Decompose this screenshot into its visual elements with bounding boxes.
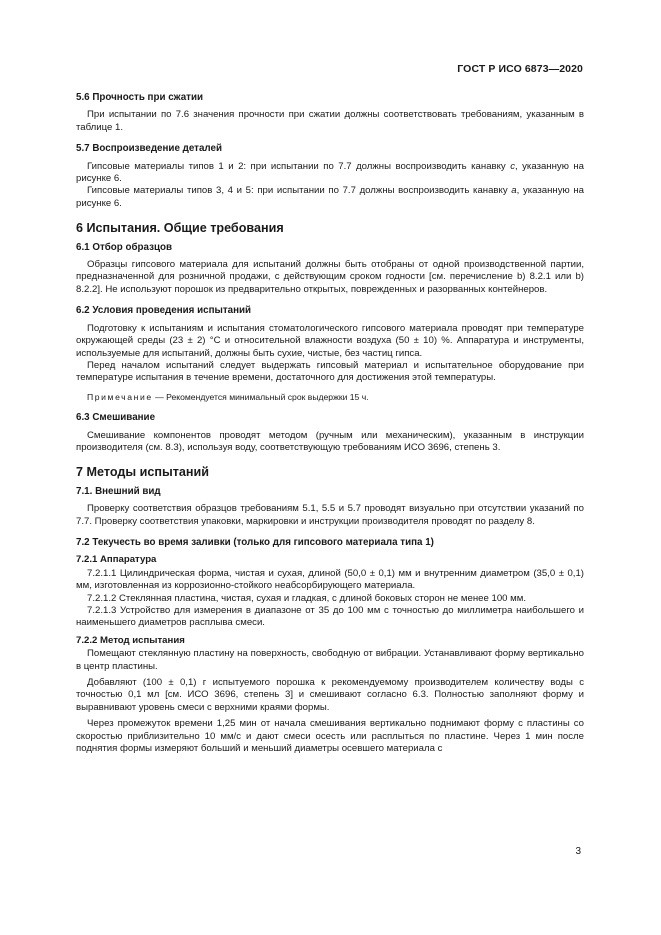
- section-heading-7-1: 7.1. Внешний вид: [76, 485, 161, 497]
- section-heading-6: 6 Испытания. Общие требования: [76, 221, 284, 236]
- paragraph: При испытании по 7.6 значения прочности при сжатии должны соответствовать требованиям, указанным в таблице 1.: [76, 109, 584, 133]
- paragraph: 7.2.1.3 Устройство для измерения в диапазоне от 35 до 100 мм с точностью до миллиметра наибольшего и наименьшего диаметров расплыва смеси.: [76, 605, 584, 629]
- section-heading-5-7: 5.7 Воспроизведение деталей: [76, 143, 222, 155]
- standard-code-header: ГОСТ Р ИСО 6873—2020: [457, 63, 583, 75]
- section-heading-7: 7 Методы испытаний: [76, 465, 209, 480]
- paragraph-text: Гипсовые материалы типов 1 и 2: при испытании по 7.7 должны воспроизводить канавку: [87, 160, 511, 172]
- paragraph-text: Гипсовые материалы типов 3, 4 и 5: при испытании по 7.7 должны воспроизводить канавку: [87, 185, 512, 197]
- paragraph: Проверку соответствия образцов требованиям 5.1, 5.5 и 5.7 проводят визуально при отсутствии указаний по 7.7. Проверку соответствия упаковки, маркировки и инструкции производителя проводят по разделу 8.: [76, 503, 584, 527]
- section-heading-5-6: 5.6 Прочность при сжатии: [76, 92, 204, 103]
- page-content: [76, 92, 584, 755]
- paragraph: [76, 161, 584, 186]
- section-heading-7-2-1: 7.2.1 Аппаратура: [76, 554, 157, 566]
- page-number: 3: [575, 846, 581, 857]
- paragraph: Образцы гипсового материала для испытаний должны быть отобраны от одной производственной партии, предназначенной для розничной продажи, с действующим сроком годности [см. перечисление b) 8.2.1 или b) 8.2.2]. Не используют порошок из предварительно открытых, поврежденных и разорванных контейнеров.: [76, 259, 584, 295]
- paragraph: Подготовку к испытаниям и испытания стоматологического гипсового материала проводят при температуре окружающей среды (23 ± 2) °C и относительной влажности воздуха (50 ± 10) %. Аппаратура и инструменты, используемые для испытаний, должны быть сухие, чистые, без частиц гипса.: [76, 322, 584, 359]
- paragraph: Через промежуток времени 1,25 мин от начала смешивания вертикально поднимают форму с пластины со скоростью приблизительно 10 мм/с и дают смеси осесть или расплыться по пластине. Через 1 мин после поднятия формы измеряют больший и меньший диаметры осевшего материала с: [76, 718, 584, 755]
- section-heading-6-1: 6.1 Отбор образцов: [76, 241, 172, 253]
- paragraph: Перед началом испытаний следует выдержать гипсовый материал и испытательное оборудование при температуре испытания в течение времени, достаточного для достижения этой температуры.: [76, 359, 584, 384]
- paragraph: Добавляют (100 ± 0,1) г испытуемого порошка к рекомендуемому производителем количеству воды с точностью 0,1 мл [см. ИСО 3696, степень 3] и смешивают согласно 6.3. Полностью заполняют форму и выравнивают уровень смеси с верхними краями формы.: [76, 677, 584, 713]
- paragraph: [76, 185, 584, 210]
- groove-variable: c: [510, 160, 515, 172]
- paragraph-text: , указанную на рисунке 6.: [76, 185, 584, 209]
- paragraph: Помещают стеклянную пластину на поверхность, свободную от вибрации. Устанавливают форму вертикально в центр пластины.: [76, 648, 584, 672]
- paragraph: 7.2.1.1 Цилиндрическая форма, чистая и сухая, длиной (50,0 ± 0,1) мм и внутренним диаметром (35,0 ± 0,1) мм, изготовленная из коррозионно-стойкого неабсорбирующего материала.: [76, 567, 584, 592]
- note-text: — Рекомендуется минимальный срок выдержки 15 ч.: [152, 391, 369, 402]
- paragraph: Смешивание компонентов проводят методом (ручным или механическим), указанным в инструкции производителя (см. 8.3), используя воду, соответствующую требованиям ИСО 3696, степень 3.: [76, 429, 584, 453]
- paragraph-text: , указанную на рисунке 6.: [76, 160, 584, 185]
- section-heading-7-2-2: 7.2.2 Метод испытания: [76, 634, 185, 646]
- section-heading-6-2: 6.2 Условия проведения испытаний: [76, 305, 252, 317]
- groove-variable: a: [511, 185, 517, 197]
- note: [76, 391, 584, 403]
- section-heading-7-2: 7.2 Текучесть во время заливки (только для гипсового материала типа 1): [76, 536, 434, 548]
- paragraph: 7.2.1.2 Стеклянная пластина, чистая, сухая и гладкая, с длиной боковых сторон не менее 100 мм.: [87, 592, 527, 604]
- section-heading-6-3: 6.3 Смешивание: [76, 412, 156, 424]
- note-label: Примечание: [87, 391, 153, 402]
